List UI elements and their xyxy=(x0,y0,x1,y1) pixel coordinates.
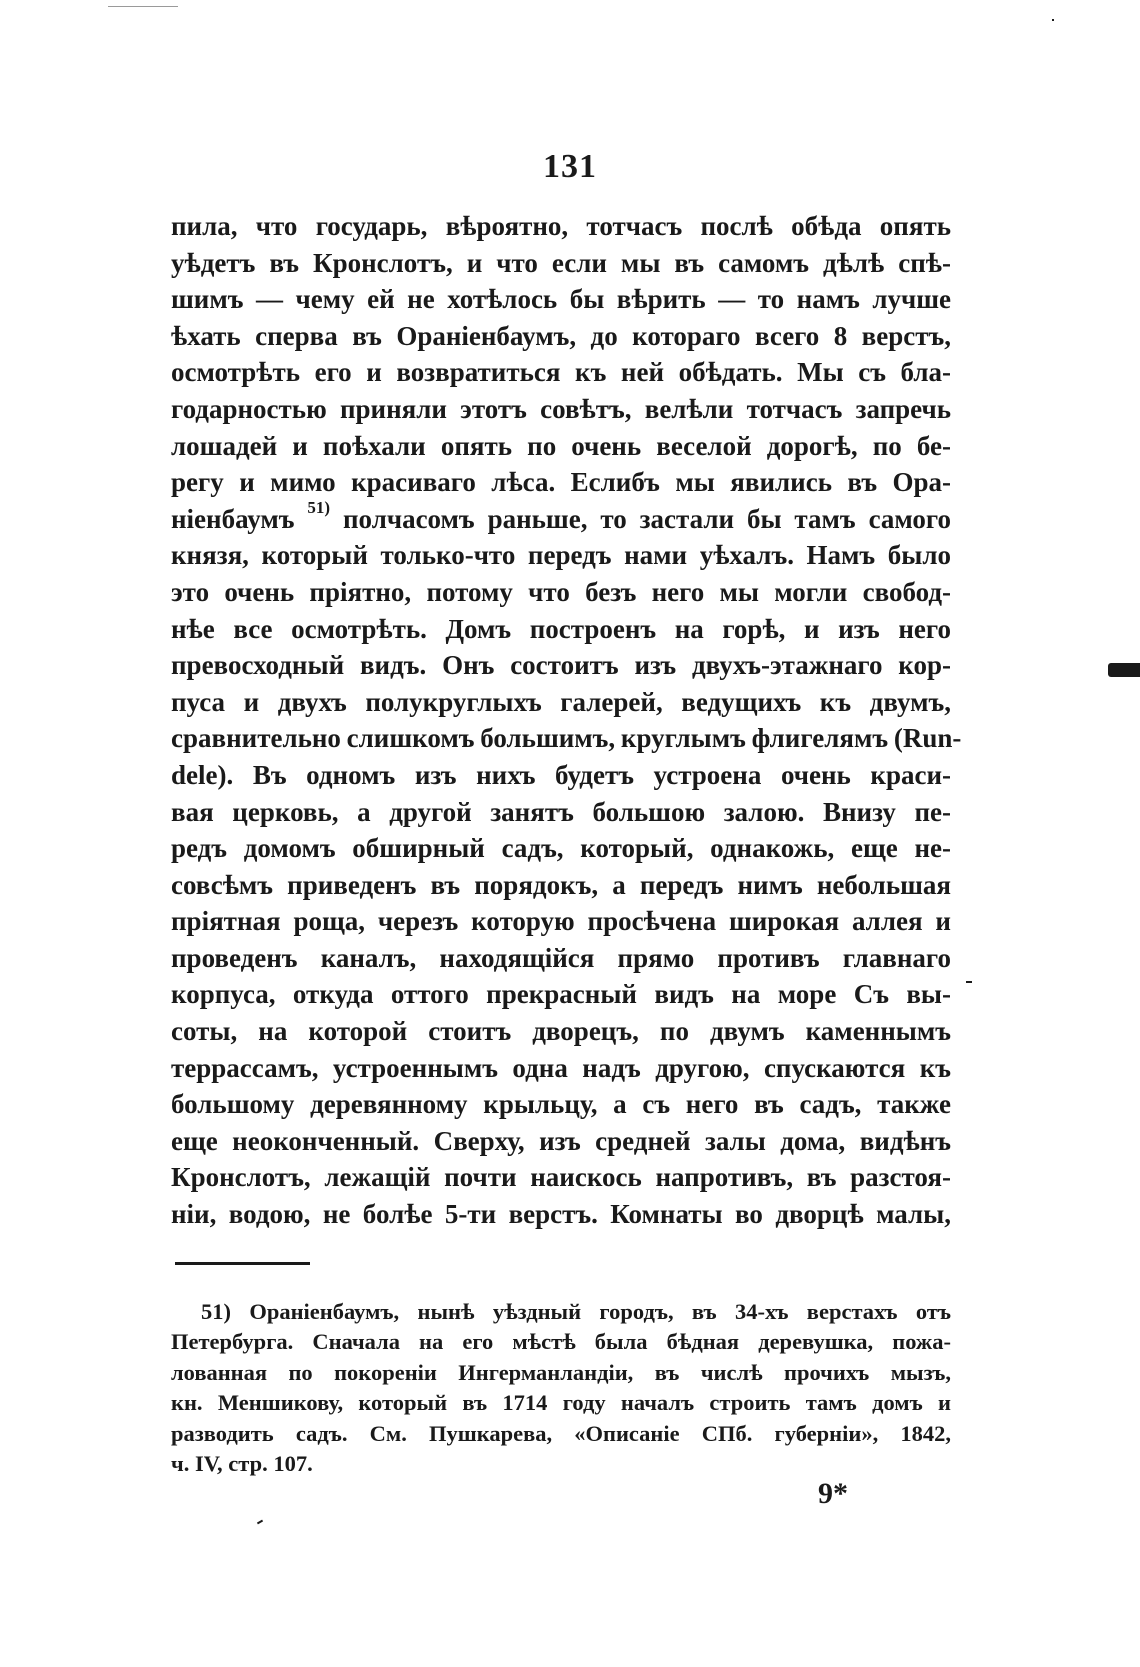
text-line-13: превосходный видъ. Онъ состоитъ изъ двухъ-этажнаго кор- xyxy=(171,650,951,681)
text-line-5: осмотрѣть его и возвратиться къ ней обѣдать. Мы съ бла- xyxy=(171,357,951,388)
text-line-11: это очень пріятно, потому что безъ него мы могли свобод- xyxy=(171,576,951,607)
text-line-16: dele). Въ одномъ изъ нихъ будетъ устроена очень краси- xyxy=(171,759,951,790)
footnote-line-1: 51) Ораніенбаумъ, нынѣ уѣздный городъ, въ 34-хъ верстахъ отъ xyxy=(201,1299,951,1324)
text-line-21: проведенъ каналъ, находящійся прямо противъ главнаго xyxy=(171,942,951,973)
text-line-6: годарностью приняли этотъ совѣтъ, велѣли тотчасъ запречь xyxy=(171,393,951,424)
text-line-7: лошадей и поѣхали опять по очень веселой дорогѣ, по бе- xyxy=(171,430,951,461)
signature-mark: 9* xyxy=(818,1477,848,1510)
text-line-17: вая церковь, а другой занятъ большою залою. Внизу пе- xyxy=(171,796,951,827)
text-line-20: пріятная роща, черезъ которую просѣчена широкая аллея и xyxy=(171,906,951,937)
text-line-23: соты, на которой стоитъ дворецъ, по двумъ каменнымъ xyxy=(171,1016,951,1047)
main-text xyxy=(171,208,962,1233)
scan-edge-mark xyxy=(1108,663,1140,677)
text-line-27: Кронслотъ, лежащій почти наискось напротивъ, въ разстоя- xyxy=(171,1162,951,1193)
text-line-9-start: ніенбаумъ xyxy=(171,503,295,534)
text-line-3: шимъ — чему ей не хотѣлось бы вѣрить — то намъ лучше xyxy=(171,284,951,315)
text-line-26: еще неоконченный. Сверху, изъ средней залы дома, видѣнъ xyxy=(171,1125,951,1156)
text-line-28: ніи, водою, не болѣе 5-ти верстъ. Комнаты во дворцѣ малы, xyxy=(171,1199,951,1230)
footnote-line-3: лованная по покореніи Ингерманландіи, въ числѣ прочихъ мызъ, xyxy=(171,1359,951,1385)
footnote-reference[interactable]: 51) xyxy=(307,497,331,517)
text-line-4: ѣхать сперва въ Ораніенбаумъ, до котораго всего 8 верстъ, xyxy=(171,320,951,351)
top-edge-rule xyxy=(108,6,178,7)
text-line-10: князя, который только-что передъ нами уѣхалъ. Намъ было xyxy=(171,540,951,571)
text-line-9 xyxy=(171,497,951,538)
text-line-14: пуса и двухъ полукруглыхъ галерей, ведущихъ къ двумъ, xyxy=(171,686,951,717)
page-number: 131 xyxy=(543,148,597,185)
ink-speck xyxy=(1052,19,1054,21)
footnote-line-6: ч. IV, стр. 107. xyxy=(171,1450,313,1476)
text-line-18: редъ домомъ обширный садъ, который, однакожь, еще не- xyxy=(171,833,951,864)
text-line-9-end: полчасомъ раньше, то застали бы тамъ самого xyxy=(343,503,951,534)
text-line-12: нѣе все осмотрѣть. Домъ построенъ на горѣ, и изъ него xyxy=(171,613,951,644)
ink-speck xyxy=(257,1520,263,1525)
margin-mark xyxy=(966,981,972,983)
text-line-22: корпуса, откуда оттого прекрасный видъ на море Съ вы- xyxy=(171,979,951,1010)
text-line-19: совсѣмъ приведенъ въ порядокъ, а передъ нимъ небольшая xyxy=(171,869,951,900)
footnote-line-2: Петербурга. Сначала на его мѣстѣ была бѣдная деревушка, пожа- xyxy=(171,1329,951,1355)
footnote-line-5: разводить садъ. См. Пушкарева, «Описаніе СПб. губерніи», 1842, xyxy=(171,1420,951,1446)
text-line-25: большому деревянному крыльцу, а съ него въ садъ, также xyxy=(171,1089,951,1120)
text-line-1: пила, что государь, вѣроятно, тотчасъ послѣ обѣда опять xyxy=(171,211,951,241)
footnote-line-4: кн. Меншикову, который въ 1714 году началъ строить тамъ домъ и xyxy=(171,1390,951,1416)
footnote-block xyxy=(171,1297,951,1479)
text-line-24: террассамъ, устроеннымъ одна надъ другою, спускаются къ xyxy=(171,1052,951,1083)
text-line-2: уѣдетъ въ Кронслотъ, и что если мы въ самомъ дѣлѣ спѣ- xyxy=(171,247,951,278)
text-line-15: сравнительно слишкомъ большимъ, круглымъ флигелямъ (Run- xyxy=(171,723,962,754)
footnote-separator xyxy=(175,1262,310,1265)
text-line-8: регу и мимо красиваго лѣса. Еслибъ мы явились въ Ора- xyxy=(171,467,951,498)
